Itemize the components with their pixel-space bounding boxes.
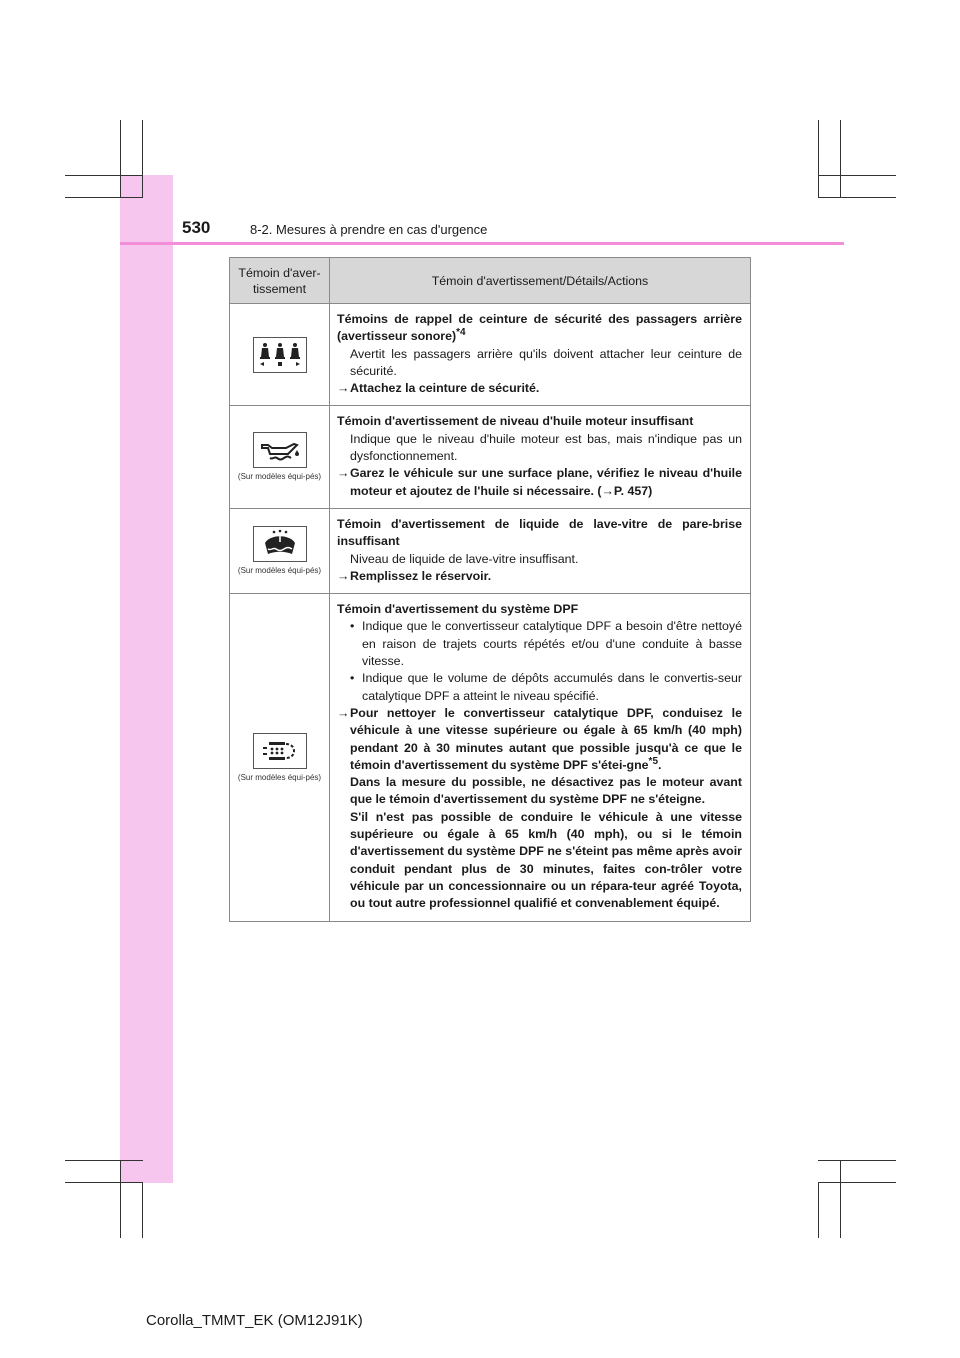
icon-cell xyxy=(230,406,330,508)
document-id: Corolla_TMMT_EK (OM12J91K) xyxy=(146,1312,363,1329)
oil-level-icon xyxy=(253,432,307,468)
crop-mark xyxy=(818,1160,896,1161)
warning-lights-table xyxy=(229,257,751,922)
warning-caution: S'il n'est pas possible de conduire le véhicule à une vitesse supérieure ou égale à 65 km/h (40 mph), ou si le témoin d'avertissement du système DPF ne s'éteint pas même après avoir conduit pendant plus de 30 minutes, faites con-trôler votre véhicule par un concessionnaire ou un répara-teur agréé Toyota, ou tout autre professionnel qualifié et convenablement équipé. xyxy=(350,809,742,911)
details-cell xyxy=(330,406,751,508)
warning-title: Témoin d'avertissement de niveau d'huile moteur insuffisant xyxy=(337,414,694,429)
warning-action: →Attachez la ceinture de sécurité. xyxy=(337,380,742,397)
crop-mark xyxy=(65,1182,143,1183)
crop-mark xyxy=(142,120,143,198)
warning-bullet: • Indique que le convertisseur catalytique DPF a besoin d'être nettoyé en raison de trajets courts répétés et/ou d'une conduite à basse vitesse. xyxy=(350,619,742,669)
warning-bullet: • Indique que le volume de dépôts accumulés dans le convertis-seur catalytique DPF a atteint le niveau spécifié. xyxy=(350,671,742,703)
header-rule xyxy=(120,242,844,245)
section-title: 8-2. Mesures à prendre en cas d'urgence xyxy=(250,222,488,237)
crop-mark xyxy=(65,197,143,198)
arrow-right-icon: → xyxy=(601,483,614,498)
arrow-right-icon: → xyxy=(337,466,350,481)
warning-title: Témoin d'avertissement du système DPF xyxy=(337,602,579,617)
warning-detail: Niveau de liquide de lave-vitre insuffisant. xyxy=(350,551,579,566)
table-row xyxy=(230,304,751,406)
table-row xyxy=(230,406,751,508)
arrow-right-icon: → xyxy=(337,568,350,583)
details-cell xyxy=(330,304,751,406)
crop-mark xyxy=(818,120,819,198)
column-header-details: Témoin d'avertissement/Détails/Actions xyxy=(330,258,751,304)
details-cell xyxy=(330,508,751,593)
dpf-system-icon xyxy=(253,733,307,769)
arrow-right-icon: → xyxy=(337,381,350,396)
warning-action: →Garez le véhicule sur une surface plane, vérifiez le niveau d'huile moteur et ajoutez de l'huile si nécessaire. (→P. 457) xyxy=(337,466,742,498)
table-row xyxy=(230,508,751,593)
washer-fluid-icon xyxy=(253,526,307,562)
crop-mark xyxy=(818,175,896,176)
icon-cell xyxy=(230,508,330,593)
crop-mark xyxy=(120,1160,121,1238)
warning-action: →Remplissez le réservoir. xyxy=(337,568,742,585)
crop-mark xyxy=(65,175,143,176)
warning-detail: Indique que le niveau d'huile moteur est bas, mais n'indique pas un dysfonctionnement. xyxy=(350,431,742,464)
warning-title: Témoin d'avertissement de liquide de lave-vitre de pare-brise insuffisant xyxy=(337,516,742,549)
crop-mark xyxy=(840,1160,841,1238)
equipment-note: (Sur modèles équi-pés) xyxy=(237,566,322,576)
crop-mark xyxy=(818,197,896,198)
crop-mark xyxy=(818,1182,819,1238)
column-header-icon: Témoin d'aver-tissement xyxy=(230,258,330,304)
page-number: 530 xyxy=(182,218,211,237)
table-header-row xyxy=(230,258,751,304)
equipment-note: (Sur modèles équi-pés) xyxy=(237,472,322,482)
crop-mark xyxy=(818,1182,896,1183)
details-cell xyxy=(330,594,751,921)
icon-cell xyxy=(230,594,330,921)
crop-mark xyxy=(840,120,841,198)
equipment-note: (Sur modèles équi-pés) xyxy=(237,772,322,782)
arrow-right-icon: → xyxy=(337,705,350,720)
warning-caution: Dans la mesure du possible, ne désactivez pas le moteur avant que le témoin d'avertissement du système DPF ne s'éteigne. xyxy=(350,775,742,807)
warning-action: →Pour nettoyer le convertisseur catalytique DPF, conduisez le véhicule à une vitesse supérieure ou égale à 65 km/h (40 mph) pendant 20 à 30 minutes autant que possible jusqu'à ce que le témoin d'avertissement du système DPF s'étei-gne$^{*5}$. xyxy=(337,705,742,772)
seatbelt-reminder-icon xyxy=(253,337,307,373)
warning-title: Témoins de rappel de ceinture de sécurité des passagers arrière (avertisseur sonore)$^{*4}$ xyxy=(337,312,742,344)
warning-detail: Avertit les passagers arrière qu'ils doivent attacher leur ceinture de sécurité. xyxy=(350,346,742,378)
crop-mark xyxy=(65,1160,143,1161)
crop-mark xyxy=(142,1182,143,1238)
chapter-tab-bar xyxy=(120,175,173,1183)
icon-cell xyxy=(230,304,330,406)
crop-mark xyxy=(120,120,121,198)
table-row xyxy=(230,594,751,921)
